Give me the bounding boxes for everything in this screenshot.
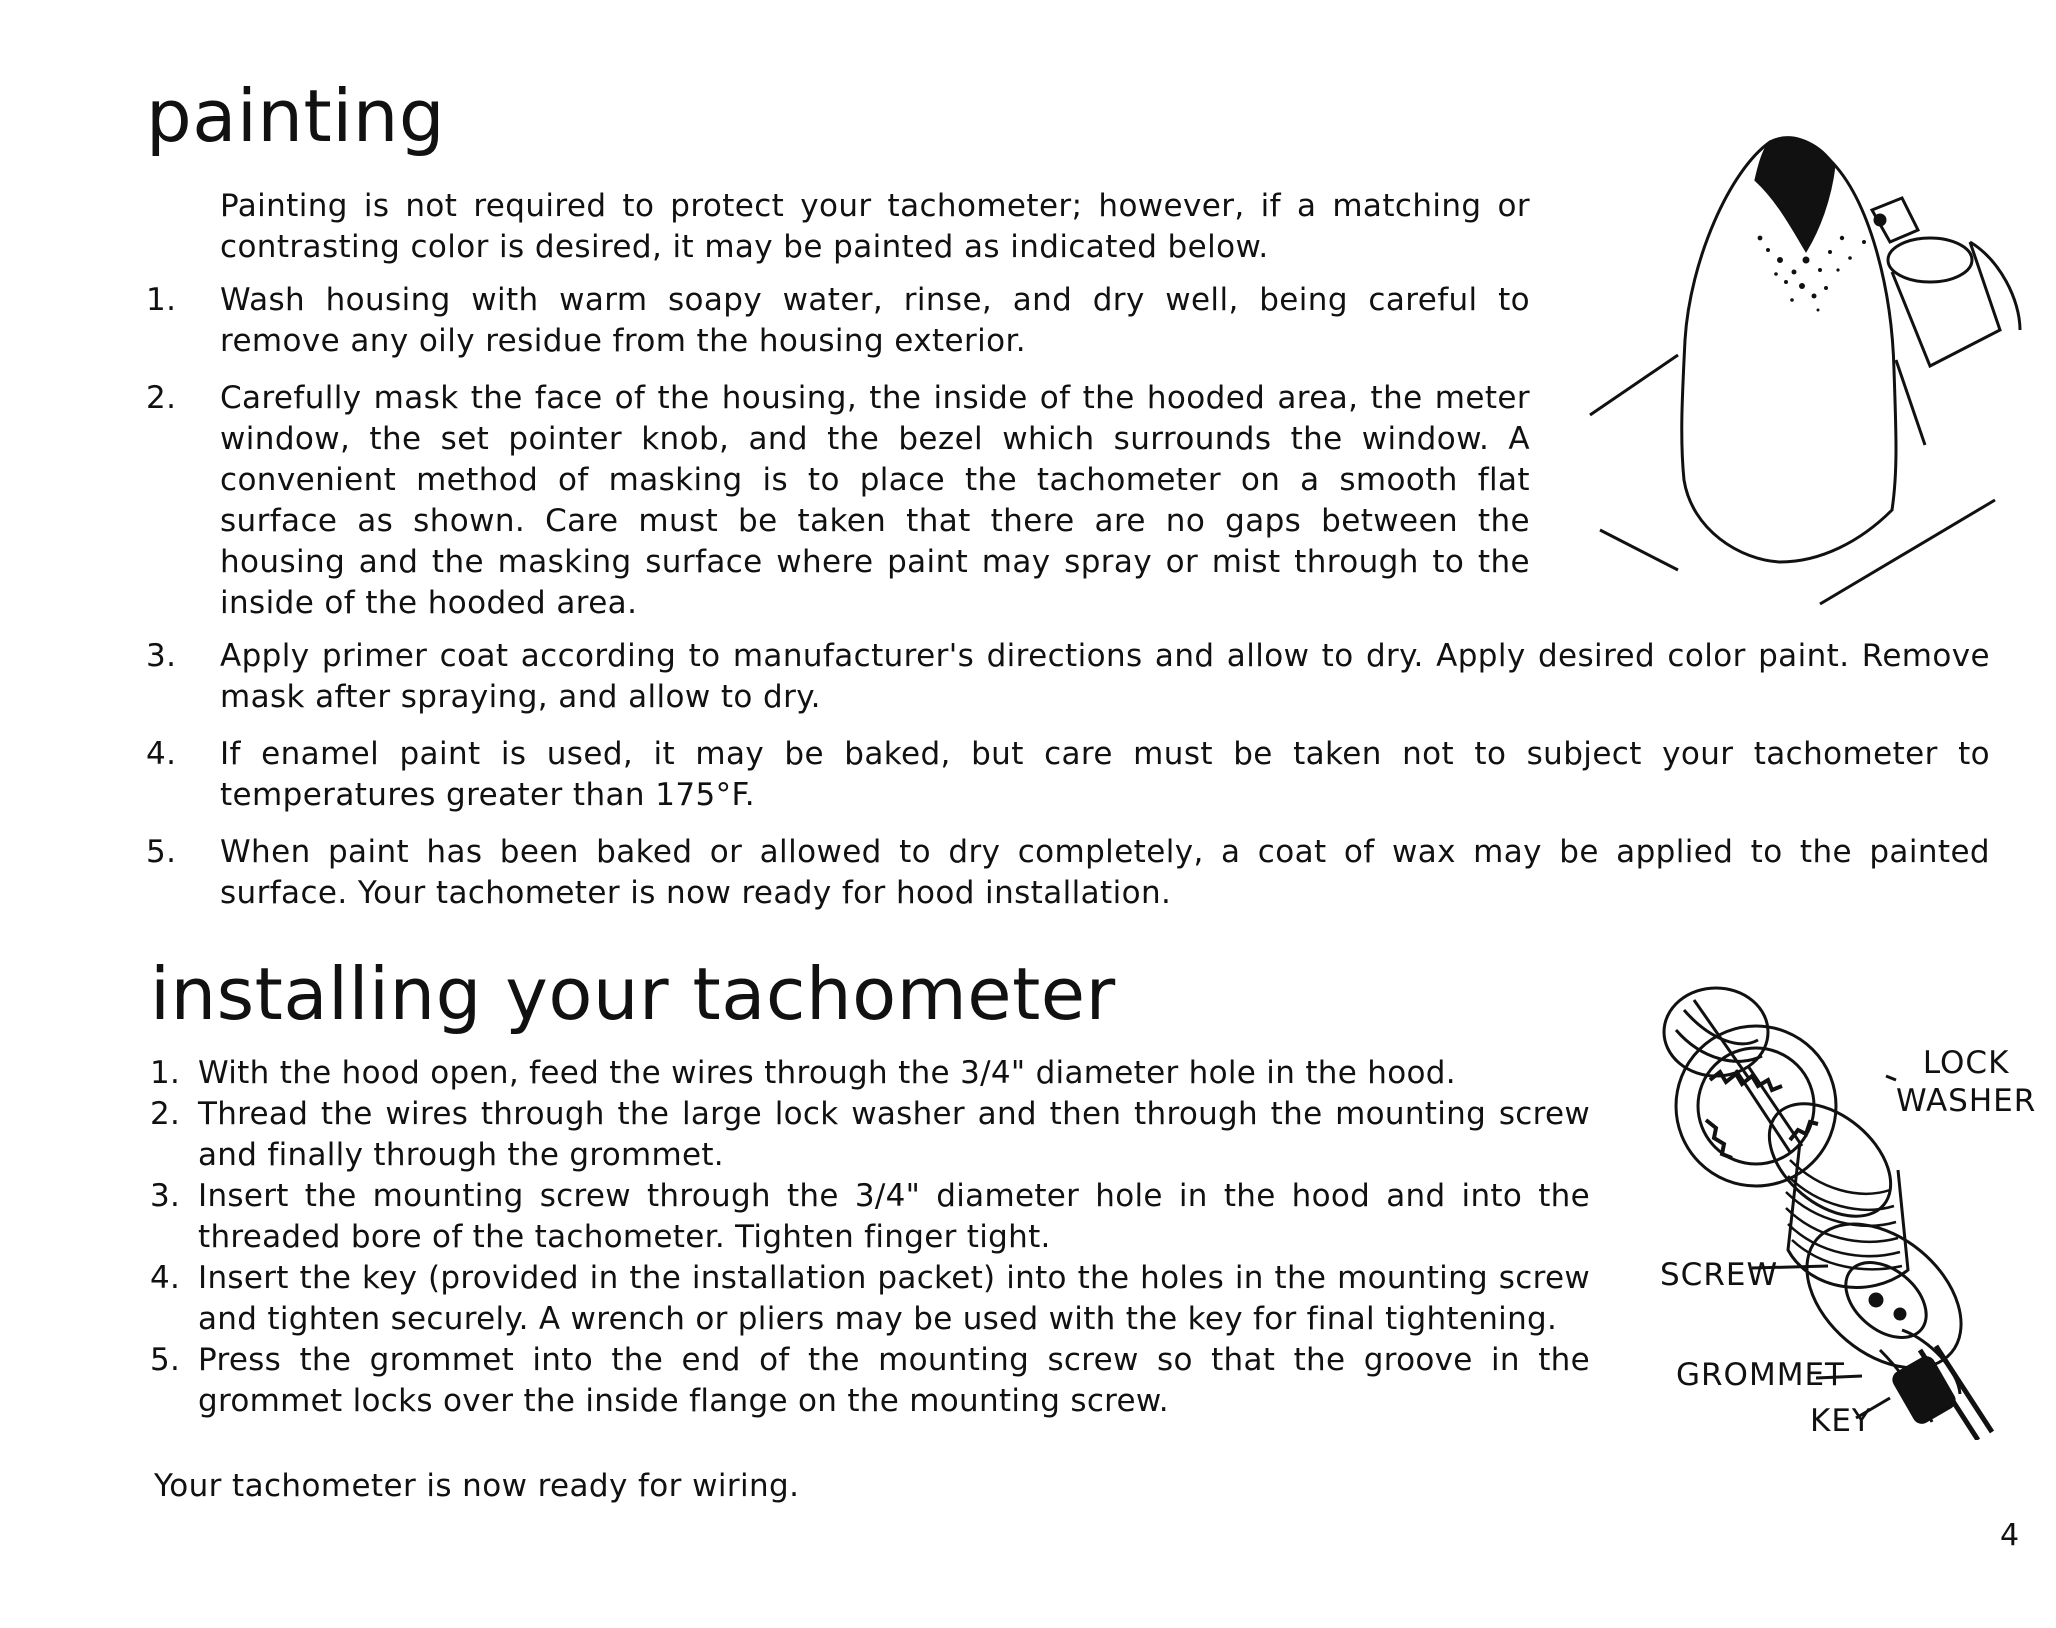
painting-step-text: When paint has been baked or allowed to dry completely, a coat of wax may be applied to the painted surface. Your tachometer is now ready for hood installation. <box>220 834 1990 911</box>
install-step-number: 5. <box>150 1342 181 1378</box>
install-step <box>150 1176 1590 1258</box>
section-title-installing: installing your tachometer <box>150 952 1116 1036</box>
painting-step-text: Wash housing with warm soapy water, rinse, and dry well, being careful to remove any oily residue from the housing exterior. <box>220 282 1530 359</box>
painting-intro: Painting is not required to protect your tachometer; however, if a matching or contrasting color is desired, it may be painted as indicated below. <box>220 188 1530 265</box>
install-step-text: Thread the wires through the large lock washer and then through the mounting screw and finally through the grommet. <box>198 1096 1590 1173</box>
painting-step-text: Carefully mask the face of the housing, the inside of the hooded area, the meter window, the set pointer knob, and the bezel which surrounds the window. A convenient method of masking is to place the tachometer on a smooth flat surface as shown. Care must be taken that there are no gaps between the housing and the masking surface where paint may spray or mist through to the inside of the hooded area. <box>220 380 1530 621</box>
install-step-text: With the hood open, feed the wires through the 3/4" diameter hole in the hood. <box>198 1055 1456 1091</box>
callout-grommet: GROMMET <box>1676 1357 1845 1393</box>
painting-step-number: 4. <box>146 736 177 772</box>
painting-step-number: 1. <box>146 282 177 318</box>
install-step-text: Insert the key (provided in the installation packet) into the holes in the mounting screw and tighten securely. A wrench or pliers may be used with the key for final tightening. <box>198 1260 1590 1337</box>
callout-key: KEY <box>1810 1403 1872 1439</box>
section-title-painting: painting <box>146 74 446 158</box>
painting-step-number: 5. <box>146 834 177 870</box>
page-number: 4 <box>2000 1518 2020 1553</box>
painting-step-number: 2. <box>146 380 177 416</box>
painting-step-text: Apply primer coat according to manufacturer's directions and allow to dry. Apply desired color paint. Remove mask after spraying, and allow to dry. <box>220 638 1990 715</box>
callout-lock-washer: LOCK WASHER <box>1896 1045 2037 1119</box>
install-step <box>150 1258 1590 1340</box>
callout-screw: SCREW <box>1660 1257 1779 1293</box>
install-step-number: 2. <box>150 1096 181 1132</box>
install-step-text: Insert the mounting screw through the 3/4" diameter hole in the hood and into the threaded bore of the tachometer. Tighten finger tight. <box>198 1178 1590 1255</box>
painting-step-number: 3. <box>146 638 177 674</box>
install-step-text: Press the grommet into the end of the mounting screw so that the groove in the grommet locks over the inside flange on the mounting screw. <box>198 1342 1590 1419</box>
spray-painting-illustration <box>1580 110 2040 630</box>
install-step <box>150 1053 1590 1094</box>
install-step <box>150 1340 1590 1422</box>
closing-note: Your tachometer is now ready for wiring. <box>154 1468 800 1504</box>
install-step-number: 4. <box>150 1260 181 1296</box>
install-step-number: 3. <box>150 1178 181 1214</box>
painting-step-text: If enamel paint is used, it may be baked, but care must be taken not to subject your tachometer to temperatures greater than 175°F. <box>220 736 1990 813</box>
install-step-number: 1. <box>150 1055 181 1091</box>
install-step <box>150 1094 1590 1176</box>
